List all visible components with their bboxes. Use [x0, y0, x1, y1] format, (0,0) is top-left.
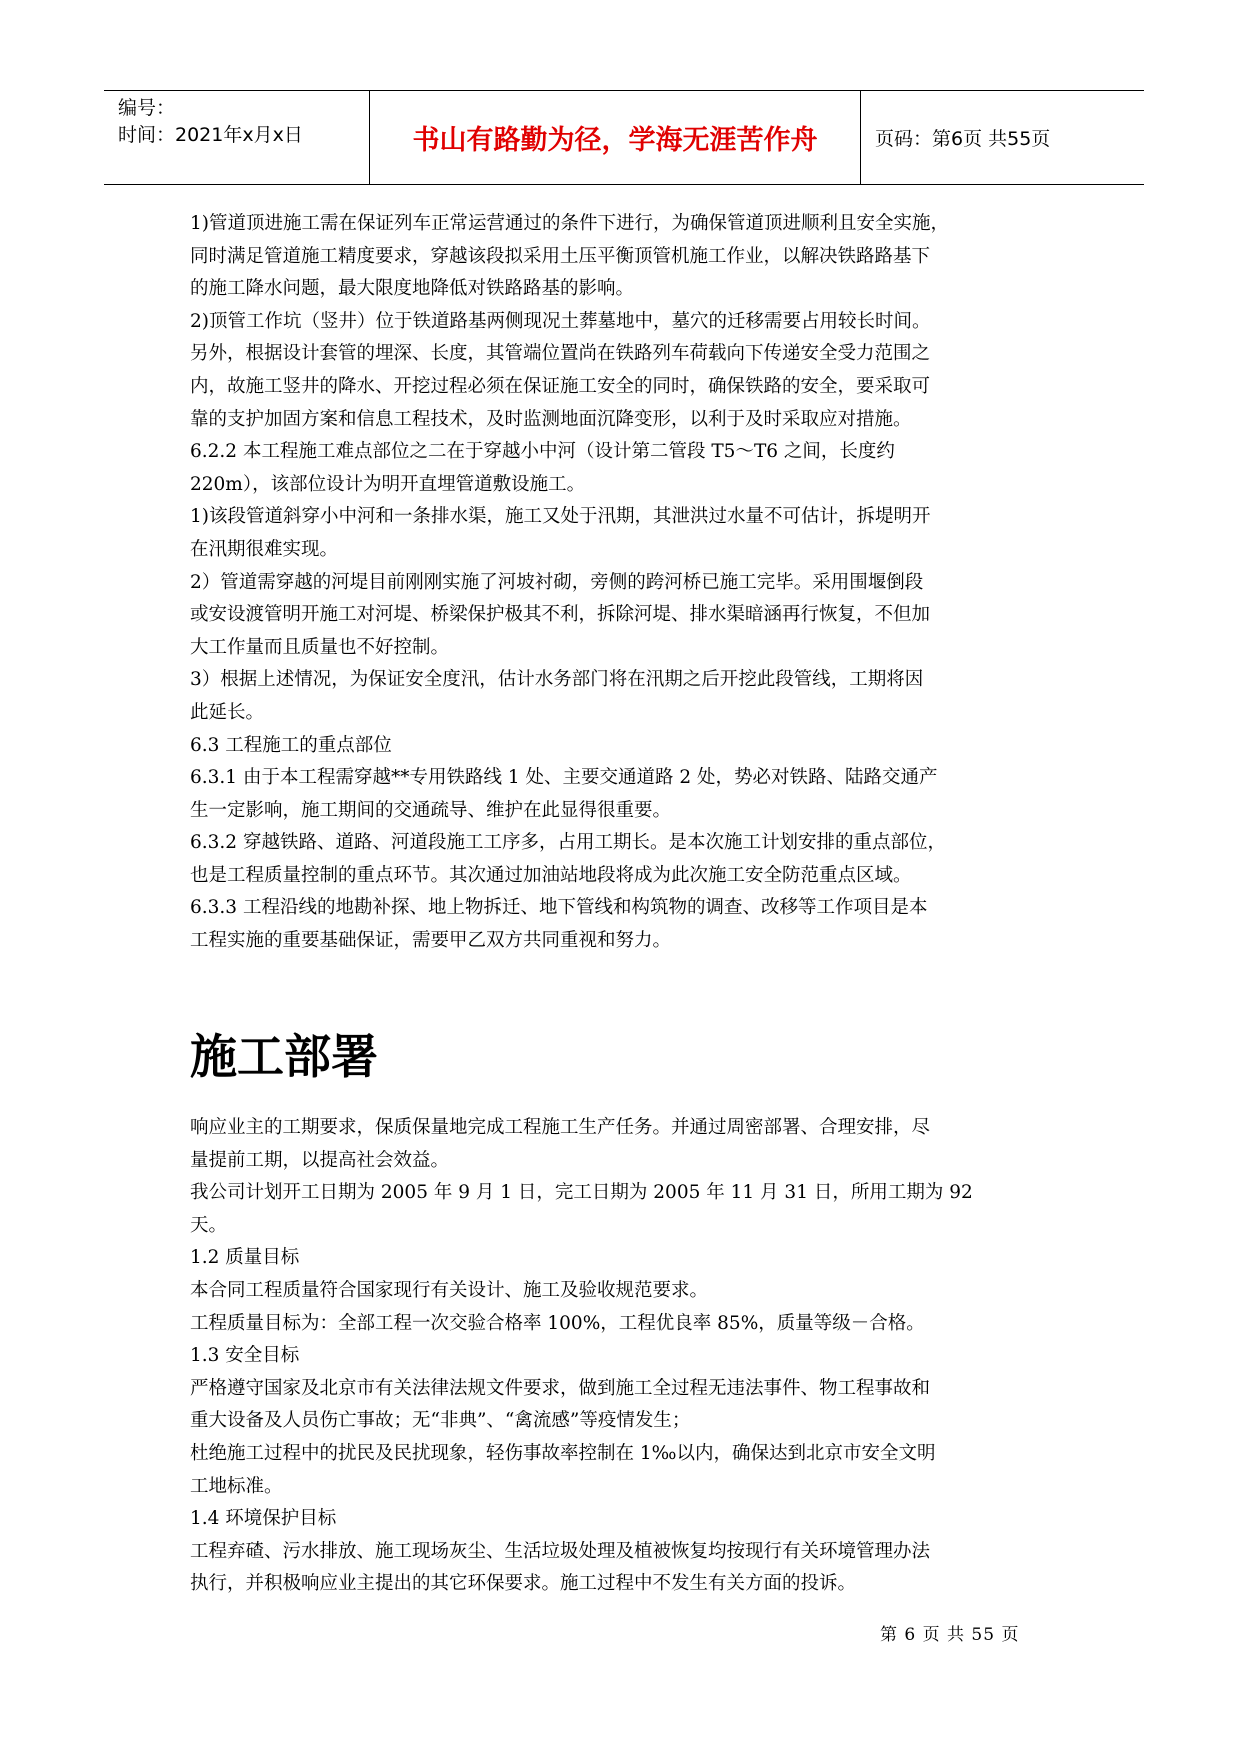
page-footer-number: 第 6 页 共 55 页: [880, 1625, 1020, 1645]
text-line: 重大设备及人员伤亡事故；无“非典”、“禽流感”等疫情发生；: [190, 1410, 691, 1432]
text-line: 在汛期很难实现。: [190, 538, 339, 560]
section-construction-difficulties: [190, 208, 1070, 958]
text-line: 此延长。: [190, 701, 265, 723]
text-line: 靠的支护加固方案和信息工程技术，及时监测地面沉降变形，以利于及时采取应对措施。: [190, 408, 912, 430]
text-line: 6.3.1 由于本工程需穿越**专用铁路线 1 处、主要交通道路 2 处，势必对铁路、陆路交通产: [190, 767, 938, 789]
text-line: 内，故施工竖井的降水、开挖过程必须在保证施工安全的同时，确保铁路的安全，要采取可: [190, 375, 931, 397]
text-line: 工地标准。: [190, 1475, 283, 1497]
page-header: [104, 90, 1144, 185]
text-line: 1)管道顶进施工需在保证列车正常运营通过的条件下进行，为确保管道顶进顺利且安全实施，: [190, 213, 949, 234]
text-line: 生一定影响，施工期间的交通疏导、维护在此显得很重要。: [190, 799, 672, 821]
text-line: 220m），该部位设计为明开直埋管道敷设施工。: [190, 473, 586, 495]
text-line: 工程质量目标为：全部工程一次交验合格率 100%，工程优良率 85%，质量等级－合格。: [190, 1312, 925, 1334]
text-line: 工程实施的重要基础保证，需要甲乙双方共同重视和努力。: [190, 930, 672, 952]
text-line: 1.3 安全目标: [190, 1345, 300, 1367]
header-page-number: 页码：第6页 共55页: [875, 128, 1051, 150]
text-line: 量提前工期，以提高社会效益。: [190, 1149, 450, 1171]
text-line: 工程弃碴、污水排放、施工现场灰尘、生活垃圾处理及植被恢复均按现行有关环境管理办法: [190, 1540, 931, 1562]
text-line: 3）根据上述情况，为保证安全度汛，估计水务部门将在汛期之后开挖此段管线，工期将因: [190, 669, 924, 691]
section-construction-deployment: [190, 1112, 1070, 1601]
text-line: 1.2 质量目标: [190, 1247, 300, 1269]
text-line: 6.3 工程施工的重点部位: [190, 734, 392, 756]
text-line: 1)该段管道斜穿小中河和一条排水渠，施工又处于汛期，其泄洪过水量不可估计，拆堤明开: [190, 506, 931, 528]
text-line: 6.3.2 穿越铁路、道路、河道段施工工序多，占用工期长。是本次施工计划安排的重点部位，: [190, 832, 946, 854]
text-line: 杜绝施工过程中的扰民及民扰现象，轻伤事故率控制在 1‰以内，确保达到北京市安全文明: [190, 1442, 936, 1464]
text-line: 响应业主的工期要求，保质保量地完成工程施工生产任务。并通过周密部署、合理安排，尽: [190, 1117, 931, 1138]
text-line: 执行，并积极响应业主提出的其它环保要求。施工过程中不发生有关方面的投诉。: [190, 1573, 857, 1595]
text-line: 同时满足管道施工精度要求，穿越该段拟采用土压平衡顶管机施工作业，以解决铁路路基下: [190, 245, 931, 267]
document-time-label: 时间：2021年x月x日: [118, 124, 303, 146]
text-line: 2）管道需穿越的河堤目前刚刚实施了河坡衬砌，旁侧的跨河桥已施工完毕。采用围堰倒段: [190, 571, 924, 593]
text-line: 或安设渡管明开施工对河堤、桥梁保护极其不利，拆除河堤、排水渠暗涵再行恢复，不但加: [190, 604, 931, 626]
text-line: 1.4 环境保护目标: [190, 1508, 337, 1530]
text-line: 6.3.3 工程沿线的地勘补探、地上物拆迁、地下管线和构筑物的调查、改移等工作项目是本: [190, 897, 928, 919]
text-line: 大工作量而且质量也不好控制。: [190, 636, 450, 658]
text-line: 我公司计划开工日期为 2005 年 9 月 1 日，完工日期为 2005 年 11 月 31 日，所用工期为 92: [190, 1182, 973, 1204]
document-number-label: 编号：: [118, 97, 176, 119]
text-line: 天。: [190, 1214, 228, 1236]
text-line: 本合同工程质量符合国家现行有关设计、施工及验收规范要求。: [190, 1279, 709, 1301]
header-meta: [104, 91, 370, 184]
text-line: 6.2.2 本工程施工难点部位之二在于穿越小中河（设计第二管段 T5～T6 之间，长度约: [190, 441, 895, 463]
section-heading: 施工部署: [190, 1030, 378, 1085]
text-line: 2)顶管工作坑（竖井）位于铁道路基两侧现况土葬墓地中，墓穴的迁移需要占用较长时间。: [190, 310, 931, 332]
text-line: 也是工程质量控制的重点环节。其次通过加油站地段将成为此次施工安全防范重点区域。: [190, 864, 912, 886]
text-line: 另外，根据设计套管的埋深、长度，其管端位置尚在铁路列车荷载向下传递安全受力范围之: [190, 343, 931, 365]
header-motto: 书山有路勤为径，学海无涯苦作舟: [370, 91, 861, 184]
text-line: 的施工降水问题，最大限度地降低对铁路路基的影响。: [190, 278, 635, 300]
text-line: 严格遵守国家及北京市有关法律法规文件要求，做到施工全过程无违法事件、物工程事故和: [190, 1377, 931, 1399]
